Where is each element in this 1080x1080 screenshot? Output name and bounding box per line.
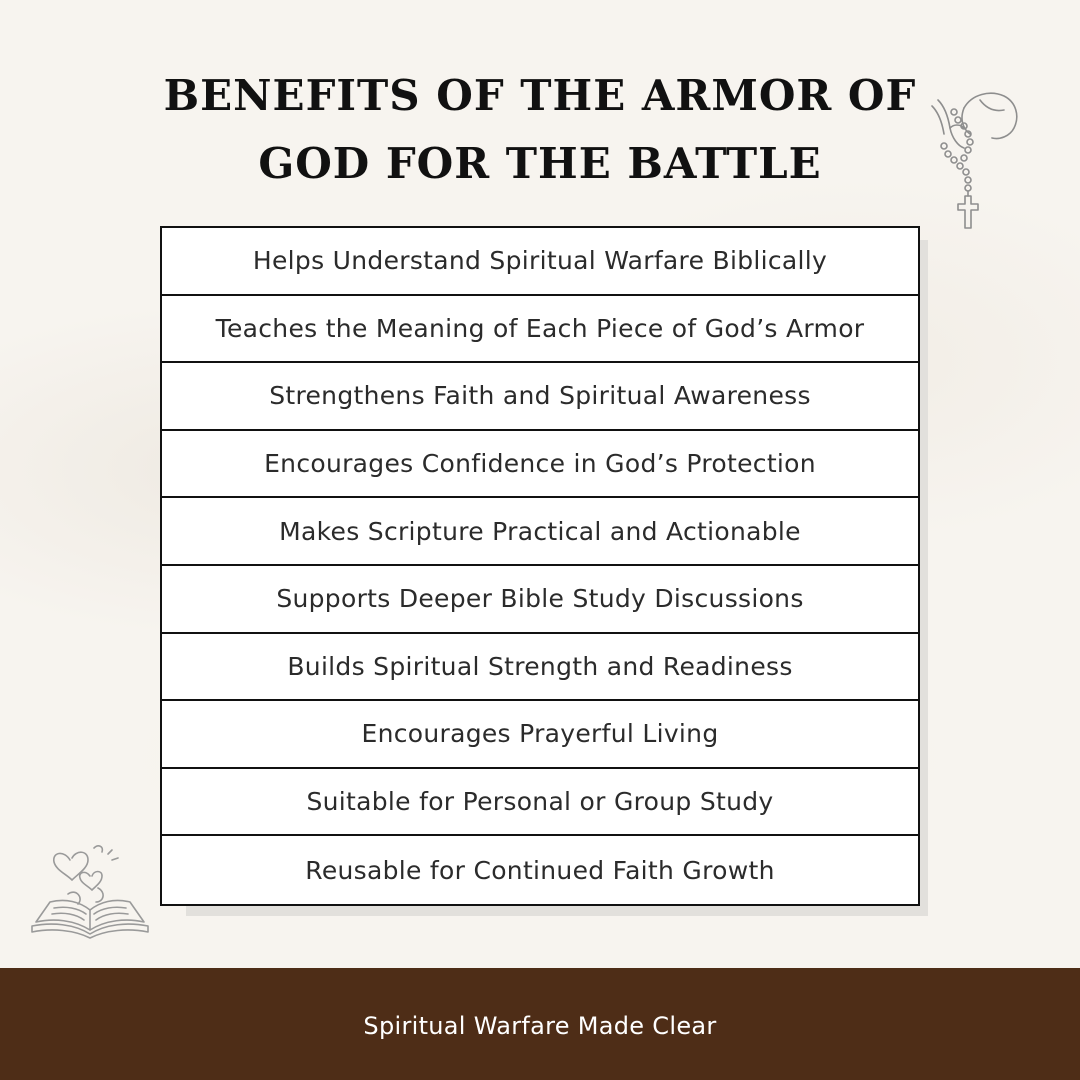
page-title: [140, 62, 940, 198]
benefit-text: Suitable for Personal or Group Study: [306, 787, 774, 817]
benefit-row: [162, 769, 918, 837]
benefit-text: Reusable for Continued Faith Growth: [305, 855, 775, 885]
benefit-row: [162, 363, 918, 431]
benefit-row: [162, 566, 918, 634]
benefit-row: [162, 296, 918, 364]
benefit-text: Encourages Confidence in God’s Protection: [264, 449, 816, 479]
benefit-text: Encourages Prayerful Living: [361, 719, 719, 749]
open-bible-hearts-icon: [28, 838, 152, 944]
benefit-text: Teaches the Meaning of Each Piece of God’s Armor: [215, 313, 865, 343]
benefit-text: Supports Deeper Bible Study Discussions: [276, 584, 804, 614]
footer-text: Spiritual Warfare Made Clear: [363, 1012, 717, 1040]
title-line-1: BENEFITS OF THE ARMOR OF: [163, 71, 917, 120]
benefit-row: [162, 701, 918, 769]
benefit-row: [162, 836, 918, 904]
benefit-row: [162, 498, 918, 566]
title-line-2: GOD FOR THE BATTLE: [258, 139, 822, 188]
footer-bar: [0, 968, 1080, 1080]
benefit-row: [162, 634, 918, 702]
benefit-text: Helps Understand Spiritual Warfare Biblically: [252, 246, 828, 276]
benefits-table: [160, 226, 920, 906]
benefit-text: Makes Scripture Practical and Actionable: [279, 516, 801, 546]
benefit-text: Strengthens Faith and Spiritual Awareness: [269, 381, 811, 411]
benefit-row: [162, 228, 918, 296]
praying-hands-rosary-icon: [924, 88, 1028, 230]
benefit-text: Builds Spiritual Strength and Readiness: [287, 651, 793, 681]
benefit-row: [162, 431, 918, 499]
